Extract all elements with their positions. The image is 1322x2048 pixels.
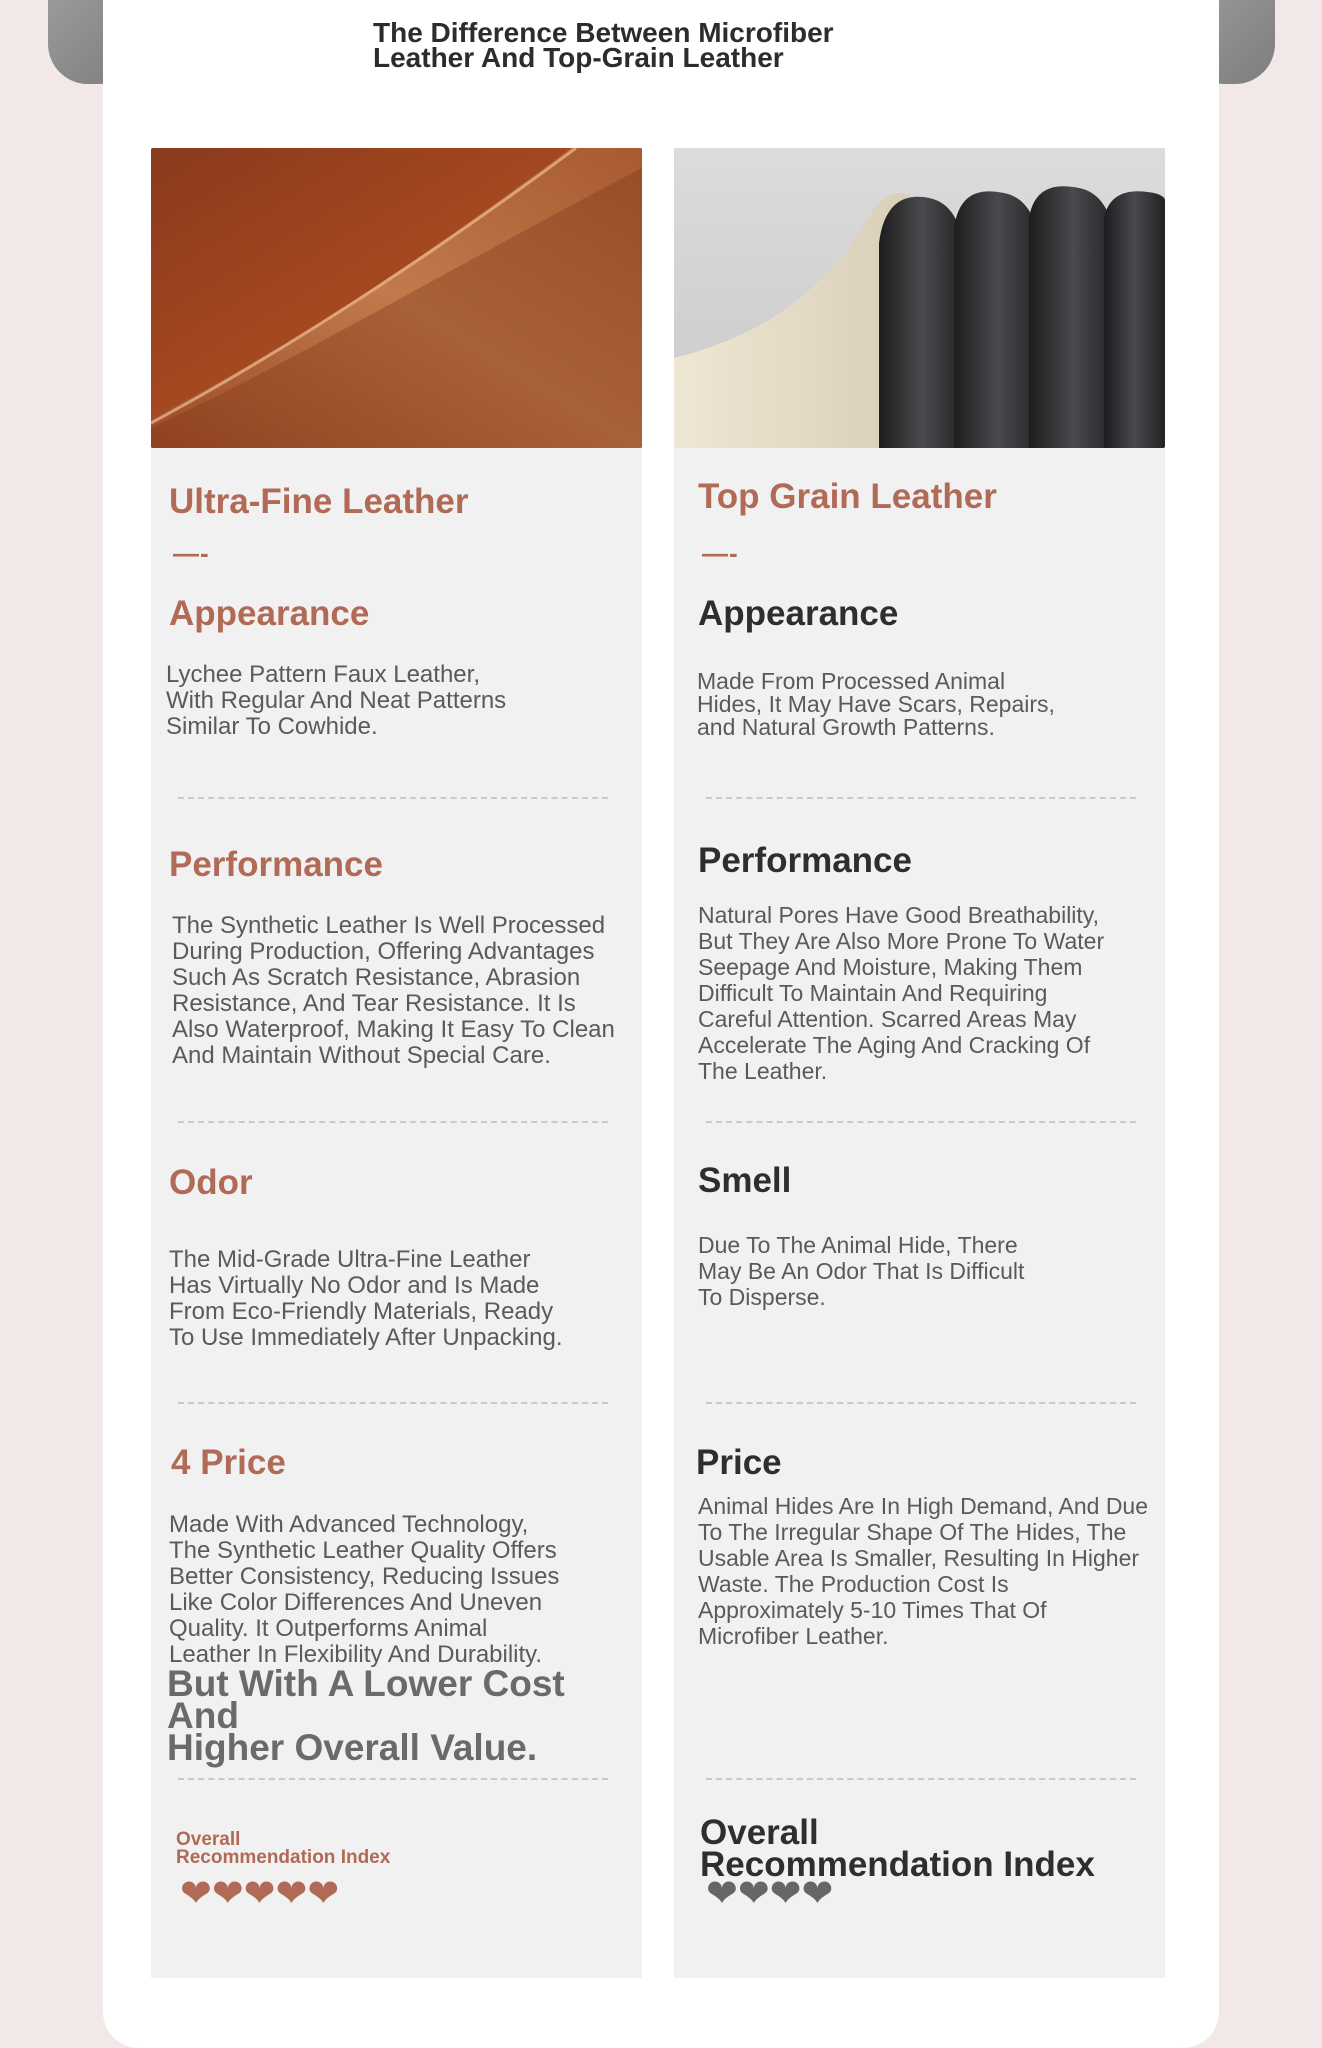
divider [178,1121,608,1123]
left-odor-heading: Odor [169,1163,253,1202]
ultra-fine-leather-column [151,148,642,1978]
right-performance-text: Natural Pores Have Good Breathability, But They Are Also More Prone To Water Seepage And Moisture, Making Them Difficult To Maintain And Requiring Careful Attention. Scarred Areas May Accelerate The Aging And Cracking Of The Leather. [698,902,1105,1084]
left-price-heading: 4 Price [171,1443,286,1482]
right-smell-text: Due To The Animal Hide, There May Be An Odor That Is Difficult To Disperse. [698,1232,1025,1310]
left-odor-text: The Mid-Grade Ultra-Fine Leather Has Virtually No Odor and Is Made From Eco-Friendly Materials, Ready To Use Immediately After Unpacking. [169,1246,563,1351]
left-title-mark: —- [173,538,210,568]
left-rating-hearts-icon: ❤❤❤❤❤ [180,1873,340,1915]
right-recommendation-label: Overall Recommendation Index [700,1813,1095,1884]
brown-leather-photo [151,148,642,448]
right-column-title: Top Grain Leather [698,477,997,516]
right-rating-hearts-icon: ❤❤❤❤ [706,1873,834,1915]
divider [178,1402,608,1404]
left-appearance-heading: Appearance [169,594,370,633]
top-grain-leather-column [674,148,1165,1978]
left-price-text: Made With Advanced Technology, The Synthetic Leather Quality Offers Better Consistency, Reducing Issues Like Color Differences And Uneven Quality. It Outperforms Animal Leather In Flexibility And Durability. [169,1511,560,1668]
left-appearance-text: Lychee Pattern Faux Leather, With Regular And Neat Patterns Similar To Cowhide. [166,661,507,740]
left-performance-text: The Synthetic Leather Is Well Processed During Production, Offering Advantages Such As Scratch Resistance, Abrasion Resistance, And Tear Resistance. It Is Also Waterproof, Making It Easy To Clean And Maintain Without Special Care. [172,912,615,1069]
left-performance-heading: Performance [169,845,383,884]
divider [706,1402,1136,1404]
left-recommendation-label: Overall Recommendation Index [176,1829,391,1868]
right-smell-heading: Smell [698,1161,792,1200]
right-appearance-text: Made From Processed Animal Hides, It May Have Scars, Repairs, and Natural Growth Patterns. [697,668,1055,740]
page-title: The Difference Between Microfiber Leather And Top-Grain Leather [373,17,834,73]
right-price-heading: Price [696,1443,782,1482]
comparison-card [103,0,1219,2048]
left-price-emphasis: But With A Lower Cost And Higher Overall Value. [167,1663,565,1768]
right-title-mark: —- [702,538,739,568]
left-column-title: Ultra-Fine Leather [169,482,469,521]
divider [706,1121,1136,1123]
divider [178,797,608,799]
black-leather-photo [674,148,1165,448]
divider [178,1778,608,1780]
divider [706,797,1136,799]
right-performance-heading: Performance [698,841,912,880]
right-price-text: Animal Hides Are In High Demand, And Due To The Irregular Shape Of The Hides, The Usable Area Is Smaller, Resulting In Higher Waste. The Production Cost Is Approximately 5-10 Times That Of Microfiber Leather. [698,1493,1149,1649]
divider [706,1778,1136,1780]
right-appearance-heading: Appearance [698,594,899,633]
